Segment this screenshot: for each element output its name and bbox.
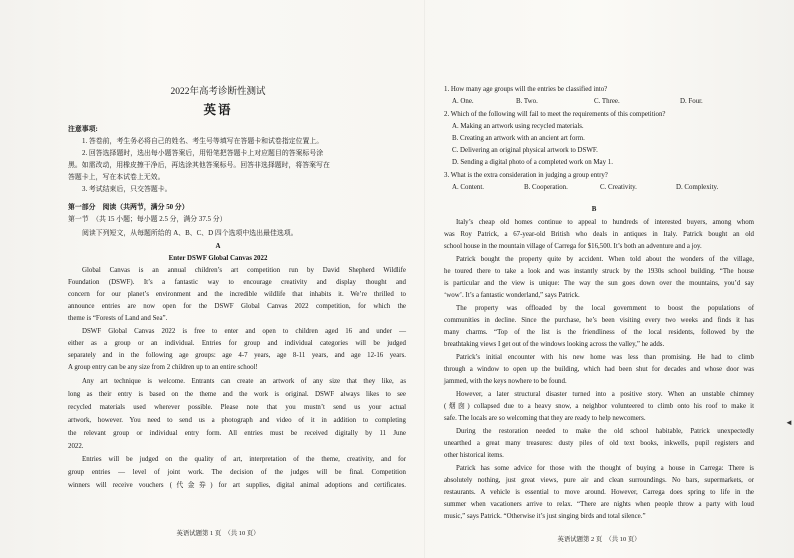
- note-line: 3. 考试结束后，只交答题卡。: [82, 186, 172, 193]
- question-stem: 2. Which of the following will fail to meet the requirements of this competition?: [444, 111, 666, 118]
- paragraph-line: other historical items.: [444, 452, 504, 459]
- paragraph-line: theme is “Forests of Land and Sea”.: [68, 315, 168, 322]
- option-d: D. Four.: [680, 98, 703, 105]
- paragraph-line: DSWF Global Canvas 2022 is free to enter and open to children aged 16 and under —: [82, 328, 406, 335]
- paragraph-line: long as their entry is based on the theme and the work is original. DSWF always likes to see: [68, 391, 406, 398]
- paragraph-line: safe. The locals are so welcoming that they are ready to help newcomers.: [444, 415, 646, 422]
- option-b: B. Cooperation.: [524, 184, 568, 191]
- paragraph-line: A group entry can be any size from 2 children up to an entire school!: [68, 364, 258, 371]
- question-stem: 3. What is the extra consideration in judging a group entry?: [444, 172, 608, 179]
- exam-title: 2022年高考诊断性测试: [170, 87, 266, 97]
- paragraph-line: restaurants. A vehicle is essential to move around. However, Carrega does spring to life in the: [444, 489, 754, 496]
- paragraph-line: ‘wow’. It’s a fantastic wonderland,” says Patrick.: [444, 292, 580, 299]
- left-page: [68, 0, 406, 558]
- paragraph-line: Entries will be judged on the quality of art, interpretation of the theme, creativity, and for: [82, 456, 406, 463]
- paragraph-line: announce entries are now open for the DSWF Global Canvas 2022 competition, for which the: [68, 303, 406, 310]
- paragraph-line: summer when vacationers arrive to relax. “There are nights when people throw a party with loud: [444, 501, 754, 508]
- subject-title: 英语: [203, 103, 233, 117]
- paragraph-line: school house in the mountain village of Carrega for $16,500. It’s both an adventure and a joy.: [444, 243, 702, 250]
- paragraph-line: many charms. “Top of the list is the friendliness of the local residents, followed by the: [444, 329, 754, 336]
- passage-letter: A: [215, 243, 221, 250]
- option-a: A. Content.: [452, 184, 484, 191]
- paragraph-line: Patrick bought the property quite by accident. When told about the wonders of the village,: [456, 256, 754, 263]
- passage-letter: B: [591, 206, 597, 213]
- paragraph-line: However, a later structural disaster turned into a positive story. When an unstable chimney: [456, 391, 754, 398]
- option-b: B. Two.: [516, 98, 538, 105]
- paragraph-line: communities in decline. Since the purchase, he’s been visiting every two weeks and finds it has: [444, 317, 754, 324]
- paragraph-line: (烟囱) collapsed due to a heavy snow, a neighbor volunteered to climb onto his roof to make it: [444, 403, 754, 410]
- option-b: B. Creating an artwork with an ancient art form.: [452, 135, 585, 142]
- paragraph-line: artwork, however. You need to send us a photograph and video of it in addition to completing: [68, 417, 406, 424]
- paragraph-line: Patrick has some advice for those with the thought of buying a house in Carrega: There is: [456, 465, 754, 472]
- paragraph-line: 2022.: [68, 443, 84, 450]
- paragraph-line: Any art technique is welcome. Entrants can create an artwork of any size that they like, as: [82, 378, 406, 385]
- option-a: A. One.: [452, 98, 474, 105]
- paragraph-line: through a window to open up the building, which had been shut for decades and whose door was: [444, 366, 754, 373]
- passage-title: Enter DSWF Global Canvas 2022: [168, 255, 268, 262]
- page-footer: 英语试题第 1 页 （共 10 页）: [176, 530, 260, 537]
- page-footer: 英语试题第 2 页 （共 10 页）: [557, 536, 641, 543]
- paragraph-line: During the restoration needed to make the old school habitable, Patrick unexpectedly: [456, 428, 754, 435]
- paragraph-line: was Roy Patrick, a 67-year-old British who deals in antiques in Italy. Patrick bought an old: [444, 231, 754, 238]
- instruction: 阅读下列短文，从每题所给的 A、B、C、D 四个选项中选出最佳选项。: [82, 230, 298, 237]
- question-stem: 1. How many age groups will the entries be classified into?: [444, 86, 608, 93]
- paragraph-line: The property was offloaded by the local government to boost the populations of: [456, 305, 754, 312]
- paragraph-line: absolutely nothing, just great views, pure air and clean surroundings. No bars, supermarkets, or: [444, 477, 754, 484]
- option-d: D. Complexity.: [676, 184, 719, 191]
- part-heading: 第一部分 阅读（共两节，满分 50 分）: [68, 204, 189, 211]
- option-d: D. Sending a digital photo of a completed work on May 1.: [452, 159, 613, 166]
- right-page: [444, 0, 754, 558]
- note-line: 黑。如需改动，用橡皮擦干净后，再选涂其他答案标号。回答非选择题时，将答案写在: [68, 162, 330, 169]
- note-line: 答题卡上，写在本试卷上无效。: [68, 174, 165, 181]
- paragraph-line: Italy’s cheap old homes continue to appeal to hundreds of interested buyers, among whom: [456, 219, 754, 226]
- paragraph-line: Foundation (DSWF). It’s a fantastic way to encourage creativity and display thought and: [68, 279, 406, 286]
- page-fold: [424, 0, 425, 558]
- paragraph-line: group entries — level of joint work. The decision of the judges will be final. Competition: [68, 469, 406, 476]
- paragraph-line: separately and in the following age groups: age 4-7 years, age 8-11 years, and age 12-16 years.: [68, 352, 406, 359]
- option-c: C. Three.: [594, 98, 620, 105]
- paragraph-line: concern for our planet’s environment and the incredible wildlife that inhabits it. We’re thrilled to: [68, 291, 406, 298]
- note-line: 2. 回答选择题时，选出每小题答案后，用铅笔把答题卡上对应题目的答案标号涂: [82, 150, 324, 157]
- paragraph-line: Patrick’s initial encounter with his new home was less than promising. He had to climb: [456, 354, 754, 361]
- option-a: A. Making an artwork using recycled materials.: [452, 123, 584, 130]
- note-line: 1. 答卷前，考生务必将自己的姓名、考生号等填写在答题卡和试卷指定位置上。: [82, 138, 324, 145]
- binding-mark-icon: ◄: [785, 418, 793, 427]
- notes-heading: 注意事项:: [68, 126, 98, 133]
- paragraph-line: he toured there to take a look and was instantly struck by the 1930s school building. “The house: [444, 268, 754, 275]
- section-heading: 第一节 （共 15 小题；每小题 2.5 分，满分 37.5 分）: [68, 216, 227, 223]
- option-c: C. Delivering an original physical artwork to DSWF.: [452, 147, 598, 154]
- paragraph-line: winners will receive vouchers (代金券) for art supplies, digital animal adoptions and certificates.: [68, 482, 406, 489]
- paragraph-line: breathtaking views I get out of the windows looking across the valley,” he adds.: [444, 341, 665, 348]
- paragraph-line: music,” says Patrick. “Otherwise it’s just singing birds and total silence.”: [444, 513, 646, 520]
- paragraph-line: is particular and the view is unique: The way the sun goes down over the mountains, you’d say: [444, 280, 754, 287]
- paragraph-line: jammed, with the keys nowhere to be found.: [444, 378, 567, 385]
- paragraph-line: unearthed a great many treasures: dusty piles of old text books, inkwells, pupil registers and: [444, 440, 754, 447]
- paragraph-line: recycled materials used wherever possible. Please note that you mustn’t send us your actual: [68, 404, 406, 411]
- paragraph-line: the relevant group or individual entry form. All entries must be received digitally by 11 June: [68, 430, 406, 437]
- paragraph-line: Global Canvas is an annual children’s art competition run by David Shepherd Wildlife: [82, 267, 406, 274]
- option-c: C. Creativity.: [600, 184, 637, 191]
- paragraph-line: either as a group or an individual. Entries for group and individual categories will be judged: [68, 340, 406, 347]
